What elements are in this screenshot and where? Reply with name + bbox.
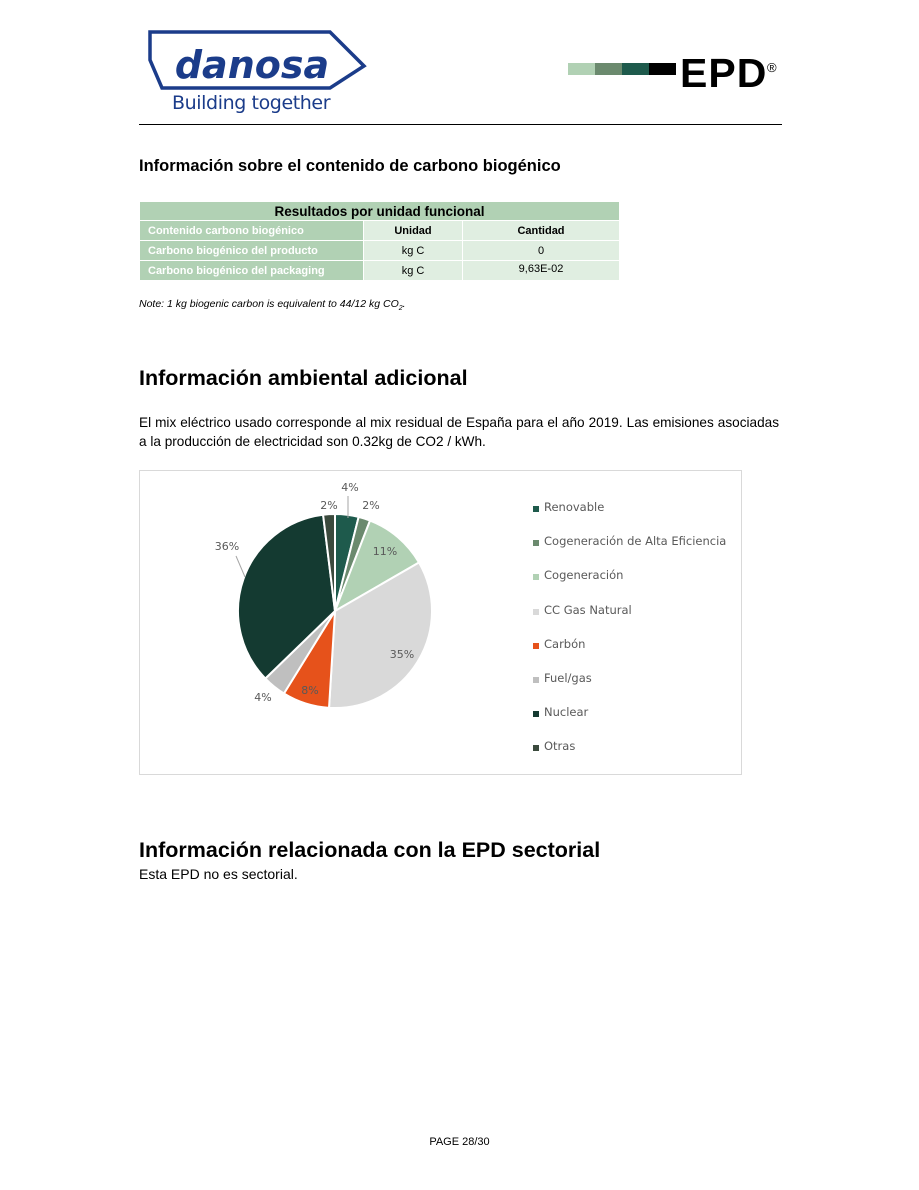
note-text: Note: 1 kg biogenic carbon is equivalent to 44/12 kg CO <box>139 298 399 310</box>
legend-label: Cogeneración de Alta Eficiencia <box>544 534 727 549</box>
legend-label: Carbón <box>544 636 586 651</box>
legend-item <box>533 739 726 773</box>
danosa-logo <box>148 30 368 120</box>
brand-tagline: Building together <box>172 92 331 114</box>
row-quantity: 9,63E-02 <box>463 261 620 281</box>
col-header-content: Contenido carbono biogénico <box>140 221 364 241</box>
sectorial-text: Esta EPD no es sectorial. <box>139 866 298 882</box>
epd-bar <box>595 63 622 75</box>
epd-color-bars <box>568 63 676 75</box>
col-header-unit: Unidad <box>364 221 463 241</box>
note-period: . <box>402 298 406 310</box>
legend-swatch <box>533 609 539 615</box>
legend-item <box>533 534 726 568</box>
epd-bar <box>568 63 595 75</box>
danosa-logo-arrow <box>148 30 368 90</box>
legend-label: Otras <box>544 739 576 754</box>
legend-item <box>533 705 726 739</box>
col-header-quantity: Cantidad <box>463 221 620 241</box>
leader-line <box>236 556 245 577</box>
legend-label: CC Gas Natural <box>544 602 632 617</box>
legend-item <box>533 637 726 671</box>
legend-swatch <box>533 643 539 649</box>
legend-item <box>533 500 726 534</box>
row-label: Carbono biogénico del producto <box>140 241 364 261</box>
electricity-mix-chart <box>139 470 742 775</box>
note-subscript: 2 <box>398 305 403 313</box>
pie-data-label: 2% <box>320 499 338 512</box>
legend-label: Cogeneración <box>544 568 624 583</box>
epd-logo <box>568 50 788 102</box>
row-unit: kg C <box>364 261 463 281</box>
row-unit: kg C <box>364 241 463 261</box>
environmental-heading: Información ambiental adicional <box>139 366 468 390</box>
epd-bar <box>649 63 676 75</box>
biogenic-results-table <box>139 201 620 281</box>
table-row <box>140 261 620 281</box>
legend-item <box>533 568 726 602</box>
row-quantity: 0 <box>463 241 620 261</box>
table-row <box>140 241 620 261</box>
legend-swatch <box>533 540 539 546</box>
sectorial-heading: Información relacionada con la EPD sectorial <box>139 838 601 862</box>
header-divider <box>139 124 782 125</box>
pie-data-label: 11% <box>372 545 398 558</box>
pie-data-label: 8% <box>301 684 319 697</box>
biogenic-note <box>139 298 406 312</box>
legend-swatch <box>533 711 539 717</box>
legend-label: Nuclear <box>544 705 589 720</box>
legend-swatch <box>533 745 539 751</box>
page-number: PAGE 28/30 <box>429 1136 490 1148</box>
legend-swatch <box>533 574 539 580</box>
legend-item <box>533 671 726 705</box>
pie-data-label: 35% <box>389 648 415 661</box>
epd-bar <box>622 63 649 75</box>
legend-label: Renovable <box>544 500 605 514</box>
environmental-paragraph: El mix eléctrico usado corresponde al mix residual de España para el año 2019. Las emisiones asociadas a la producción de electricidad son 0.32kg de CO2 / kWh. <box>139 415 779 449</box>
legend-swatch <box>533 677 539 683</box>
chart-legend <box>533 500 726 774</box>
pie-data-label: 36% <box>214 540 240 553</box>
legend-label: Fuel/gas <box>544 670 592 685</box>
table-title: Resultados por unidad funcional <box>140 202 620 221</box>
table-header-row <box>140 221 620 241</box>
legend-item <box>533 603 726 637</box>
pie-data-label: 4% <box>254 691 272 704</box>
epd-label: EPD <box>680 50 768 96</box>
biogenic-heading: Información sobre el contenido de carbono biogénico <box>139 157 561 175</box>
brand-name: danosa <box>174 43 330 87</box>
registered-mark: ® <box>767 60 777 75</box>
pie-data-label: 4% <box>341 481 359 494</box>
pie-data-label: 2% <box>362 499 380 512</box>
row-label: Carbono biogénico del packaging <box>140 261 364 281</box>
legend-swatch <box>533 506 539 512</box>
